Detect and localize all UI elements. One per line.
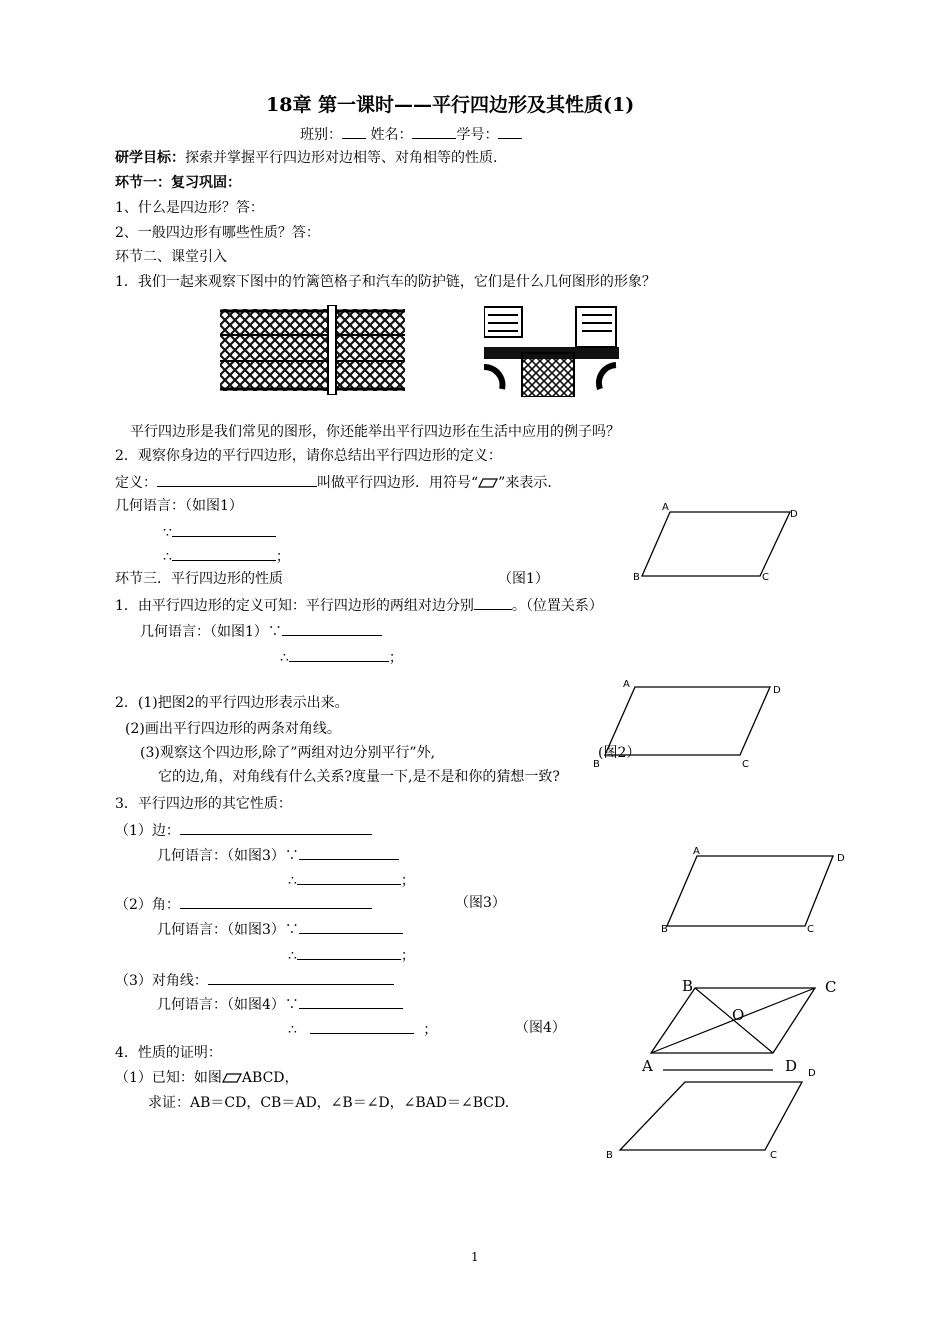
figure-1-parallelogram bbox=[630, 500, 810, 590]
parallelogram-symbol-icon bbox=[478, 478, 498, 488]
svg-text:C: C bbox=[807, 924, 814, 935]
svg-text:A: A bbox=[642, 1057, 653, 1075]
svg-text:D: D bbox=[837, 853, 845, 864]
svg-text:C: C bbox=[742, 759, 749, 770]
geo-language-2: 几何语言：（如图1）∵ bbox=[140, 621, 382, 641]
section4-title: 4．性质的证明： bbox=[115, 1045, 222, 1061]
section3-q3: 3．平行四边形的其它性质： bbox=[115, 796, 292, 812]
section2-title: 环节二、课堂引入 bbox=[115, 249, 227, 265]
geo-language-1: 几何语言：（如图1） bbox=[115, 498, 243, 514]
therefore-line-5: ∴ ； bbox=[288, 1019, 437, 1039]
svg-text:B: B bbox=[593, 759, 600, 770]
svg-text:A: A bbox=[662, 502, 669, 513]
prove-line: 求证：AB＝CD，CB＝AD，∠B＝∠D，∠BAD＝∠BCD. bbox=[148, 1095, 510, 1111]
parallelogram-symbol-icon bbox=[222, 1073, 242, 1083]
figure-3-caption: （图3） bbox=[455, 895, 506, 911]
figure-5-parallelogram bbox=[600, 1060, 825, 1165]
therefore-line-1: ∴ ； bbox=[163, 546, 290, 566]
svg-text:A: A bbox=[693, 846, 700, 857]
because-line-1: ∵ bbox=[163, 522, 276, 542]
figure-2-caption: (图2） bbox=[598, 745, 641, 761]
geo-language-3: 几何语言：（如图3）∵ bbox=[157, 845, 399, 865]
figure-1-caption: （图1） bbox=[498, 571, 549, 587]
figure-4-caption: （图4） bbox=[515, 1020, 566, 1036]
section3-q2-1: 2．(1)把图2的平行四边形表示出来。 bbox=[115, 695, 349, 711]
section3-title: 环节三．平行四边形的性质 bbox=[115, 571, 283, 587]
svg-text:B: B bbox=[606, 1150, 613, 1161]
figure-3-parallelogram bbox=[655, 840, 855, 940]
section3-q2-4: 它的边,角，对角线有什么关系?度量一下,是不是和你的猜想一致? bbox=[158, 769, 560, 785]
section3-q2-3: (3)观察这个四边形,除了”两组对边分别平行”外, bbox=[140, 745, 436, 761]
section1-q2: 2、一般四边形有哪些性质？答： bbox=[115, 225, 320, 241]
geo-language-4: 几何语言：（如图3）∵ bbox=[157, 919, 403, 939]
given-line: （1）已知：如图 ABCD， bbox=[115, 1070, 299, 1086]
svg-text:D: D bbox=[785, 1057, 798, 1075]
section2-p1: 平行四边形是我们常见的图形，你还能举出平行四边形在生活中应用的例子吗？ bbox=[130, 424, 620, 440]
therefore-line-2: ∴ ； bbox=[280, 647, 403, 667]
therefore-line-4: ∴ ； bbox=[288, 945, 415, 965]
svg-text:B: B bbox=[661, 924, 668, 935]
section2-q2: 2．观察你身边的平行四边形，请你总结出平行四边形的定义： bbox=[115, 448, 502, 464]
section1-q1: 1、什么是四边形？答： bbox=[115, 200, 264, 216]
svg-text:D: D bbox=[808, 1068, 816, 1079]
study-goal: 研学目标：探索并掌握平行四边形对边相等、对角相等的性质. bbox=[115, 150, 498, 166]
property-diagonal: （3）对角线： bbox=[115, 970, 394, 990]
svg-text:O: O bbox=[732, 1006, 745, 1024]
page-title: 18章 第一课时——平行四边形及其性质(1) bbox=[266, 94, 635, 116]
svg-text:D: D bbox=[773, 685, 781, 696]
therefore-line-3: ∴ ； bbox=[288, 870, 415, 890]
svg-text:C: C bbox=[770, 1150, 777, 1161]
section3-q2-2: (2)画出平行四边形的两条对角线。 bbox=[125, 721, 341, 737]
section3-q1: 1．由平行四边形的定义可知：平行四边形的两组对边分别 。（位置关系） bbox=[115, 595, 603, 615]
svg-text:C: C bbox=[825, 978, 837, 996]
svg-text:D: D bbox=[790, 509, 798, 520]
definition-line: 定义： 叫做平行四边形．用符号“ ”来表示． bbox=[115, 472, 561, 492]
bamboo-fence-image bbox=[220, 305, 405, 395]
property-side: （1）边： bbox=[115, 820, 372, 840]
property-angle: （2）角： bbox=[115, 894, 372, 914]
svg-text:B: B bbox=[682, 977, 694, 995]
car-guard-chain-image bbox=[484, 305, 619, 397]
svg-text:A: A bbox=[623, 679, 630, 690]
page-number: 1 bbox=[471, 1250, 479, 1264]
section1-title: 环节一：复习巩固： bbox=[115, 175, 241, 191]
section2-q1: 1．我们一起来观察下图中的竹篱笆格子和汽车的防护链，它们是什么几何图形的形象？ bbox=[115, 274, 656, 290]
svg-text:C: C bbox=[762, 572, 769, 583]
svg-text:B: B bbox=[633, 572, 640, 583]
geo-language-5: 几何语言：（如图4）∵ bbox=[157, 994, 403, 1014]
student-info: 班别： 姓名： 学号： bbox=[300, 124, 522, 144]
